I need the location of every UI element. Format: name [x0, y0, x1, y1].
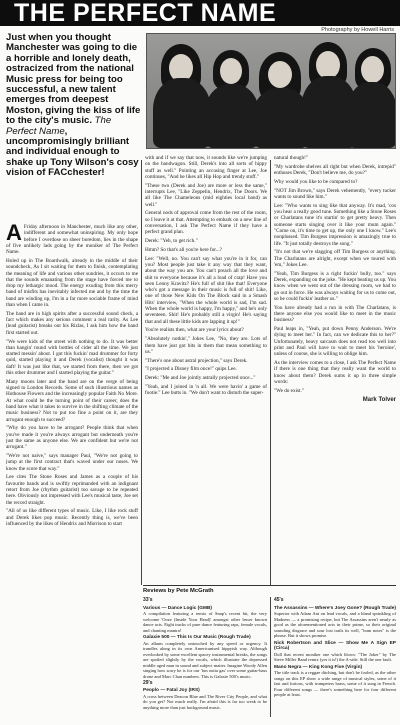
paragraph: General nods of approval come from the rest of the room, so I leave it at that. Attempting to embark on a new line of conversation, I ask The Perfect Name if they have a perfect grand plan.	[145, 210, 267, 236]
review-title: Various — Dance Logic (GMB)	[143, 605, 213, 611]
deck-lead: Just when you thought Manchester was going to die a horrible and lonely death, ostracized from the national Music press for being too successful, a new talent emerges from deepest Moston, giving the kiss of life to the city's music.	[6, 32, 141, 127]
reviews-box	[143, 588, 396, 721]
paragraph: You have already had a run in with The Charlatans, is there anyone else you would like to meet in the music business?	[274, 304, 396, 324]
paragraph: "It's not that we're slagging off Tim Burgess or anything. The Charlatans are alright, except when we toured with 'em," Jokes Lee.	[274, 249, 396, 268]
band-photo	[146, 33, 396, 149]
paragraph: with and if we say that now, it sounds like we're jumping on the bandwagon. Still, Derek's into all sorts of hippy stuff as well." Pointing an accusing finger at Lee, Joe continues, "And he likes all Hip Hop and trendy stuff."	[145, 155, 267, 180]
paragraph: "We're not naive," says manager Paul, "We're not going to jump at the first contract that's waved under our noses. We know the score that way."	[6, 453, 138, 472]
paragraph: "We were kids of the street with nothing to do. It was better than hangin' round with bottles of cider all the time. We just started messin' about. I got this fuckin' mad drummer for forty quid, started playing it and Derek (vocalist) thought it was daft! It was just like that, we started from there, then we got this other drummer and I started playing the guitar."	[6, 338, 138, 377]
format-heading: 45's	[274, 597, 284, 603]
paragraph: "Yeah, Tim Burgess is a right fuckin' bully, too." says Derek, expanding on the joke. "He kept beating us up. You know when we went out of the dressing room, we had to go out in force. He was always waiting for us to come out, so he could fuckin' leather us."	[274, 270, 396, 302]
format-heading: 29's	[143, 679, 153, 686]
column-divider	[270, 160, 271, 585]
paragraph: Derek: "Yeh, to get rich."	[145, 238, 198, 245]
paragraph: "We do exist."	[274, 387, 304, 394]
paragraph: natural though!"	[274, 155, 308, 161]
paragraph: "Yeah, and I joined in 'n all. We were havin' a game of footie." Lee butts in. "We don't want to disturb the super-	[145, 384, 267, 397]
article-column-3	[274, 155, 396, 583]
paragraph: "I projected a Disney film once!" quips Lee.	[145, 366, 237, 373]
review-body: An album completely untouched by any speed or urgency. It trundles along in its own Americanised hippyish way. Although overlooked by some excellent spacey instrumental breaks, the songs are spoiled slightly by the vocals, which illustrate the depressed middle aged man in sound and subject matter. Imagine Woody Allen singing how sorry he is for our 'fun outta gas' over some guitar-bass drone and Marc Chan numbers. This is Galaxie 500's music.	[143, 640, 267, 679]
paragraph: Holed up in The Boardwalk, already in the middle of their soundcheck, As I sit waiting for them to finish, contemplating the meaning of life and various other sundries, it occurs to me that the sounds emanating from the stage have forced me to drop my lethargic mood. The energy exuding from this merry band of misfits has inevitably infected me and by the time the band are winding up, I'm in a far more sociable frame of mind than when I came in.	[6, 257, 138, 309]
paragraph: "Absolutely nothin'," Jokes Lee, "No, they are. Lots of them have just got bits in them that mean something to us."	[145, 336, 267, 355]
paragraph: Hmm? So that's all you're here for...?	[145, 246, 222, 253]
paragraph: "Why do you have to be arrogant? People think that when you've made it you're always arrogant but underneath you're just the same as anyone else. We are confident but we're not arrogant."	[6, 425, 138, 451]
paragraph: "These two (Derek and Joe) are more or less the same," interrupts Lee, "Like Zeppelin, Hendrix, The Doors. We all like The Chameleons (mid eighties local band) as well."	[145, 182, 267, 208]
paragraph: Friday afternoon in Manchester, much like any other, indifferent and somewhat uninspiring. My only hope before I overdose on sheer boredom, lies in the shape of five unlikely lads going by the moniker of The Perfect Name.	[6, 224, 138, 256]
review-body: The title track is a reggae ditching, but don't be fooled, as the other songs on this EP show a wide range of musical styles, some of it fast and furious, with trumpeters brass, some of it sung in French. Four different songs — there's something here for four different people at least.	[274, 670, 396, 697]
paragraph: Lee: "Well, no. You can't say what you're in it for, can you? Most people just take it any way that they want, about the way you are. You can't preach all the love and shit to everyone because it's all a load of crap! Have you seen Lenny Kravitz? He's full of shit like that! Everyone who's got a message in their music is full of shit! Like, one of those New Kids On The Block said in a Smash Hits' interview, "When the whole world is sad, I'm sad. When the whole world is happy, I'm happy," and he's only seventeen. Shit! He's probably still a virgin! He's saying that and all these little kids are lapping it up!"	[145, 255, 267, 325]
paragraph: As the interview comes to a close, I ask The Perfect Name if there is one thing that they really want the world to know about them? Derek sums it up in three simple words:	[274, 360, 396, 385]
format-heading: 33's	[143, 597, 153, 603]
paragraph: "There's one about astral projection," says Derek.	[145, 357, 248, 364]
deck-tail: , uncompromisingly brilliant and individual enough to shake up Tony Wilson's cosy vision of FACchester!	[6, 125, 139, 179]
paragraph: You're realists then, what are your lyrics about?	[145, 327, 244, 334]
paragraph: Derek: "Me and Joe jointly astrally projected once..."	[145, 375, 256, 382]
page-title: THE PERFECT NAME	[14, 0, 277, 27]
article-column-2	[145, 155, 267, 583]
paragraph: Many moons later and the band are on the verge of being signed to London Records. Some of such illustrious names as Hothouse Flowers and the increasingly popular Faith No More. At what could be the turning point of their career, does the band have what it takes to survive in the shifting climate of the music business? Not to put too fine a point on it, are they arrogant enough to succeed?	[6, 378, 138, 423]
drop-cap: A	[6, 224, 22, 245]
review-body: A cross between Deacon Blue and The River City People, and what do you get? Not much really. I'm afraid this is far too weak to be anything more than just background music.	[143, 693, 267, 710]
paragraph: Lee: "Who wants to sing like that anyway. It's mad, 'cos you hear a really good tune. Something like a Stone Roses or Charlatans tune it's startin' to get pretty heavy. Then someone starts singing over it like your mum again." "Come on, it's time to get up, the only one I know." Lee's nonplussed. Tim Burgess impression is amazingly true to life. "It just totally destroys the song."	[274, 202, 396, 247]
reviews-header: Reviews by Pete McGrath	[143, 588, 214, 594]
masthead	[0, 0, 400, 26]
review-body: Dull that recent moniker one which blows: "The Joker" by The Steve Miller Band remix (yes it is!) the A-side. Still the one fault.	[274, 651, 396, 662]
review-title: Mano Negra — King Kong Five (Virgin)	[274, 664, 363, 670]
review-body: Superior with Adam Ant on lead vocals, and a bland sprinkling of Madness — a promising recipe, but The Assassins aren't nearly as good as the aforementioned acts in their prime, so their original sounding disgrace and sour lost trails its well, "bum notes" is the phrase. But it shows promise.	[274, 611, 396, 638]
paragraph: "My wardrobe shelves all right but when Derek, intrepid" enthuses Derek, "Don't believe me, do you?"	[274, 163, 396, 177]
review-title: The Assassins — Where's Joey Gone? (Rough Trade)	[274, 605, 396, 611]
paragraph: "NOT Jim Brown," says Derek vehemently, "every tucker wants to sound like him."	[274, 187, 396, 200]
reviews-divider	[143, 585, 396, 586]
paragraph: Paul leaps in, "Yeah, put down Penny Anderson. We're dying to meet her." In fact, can we dedicate this to her?" Unfortunately, heavy sarcasm does not read too well into print and Paul will have to wait to meet his 'heroine', unless of course, she is willing to oblige him.	[274, 326, 396, 358]
byline: Mark Tolver	[362, 396, 396, 403]
paragraph: Lee cites The Stone Roses and James as a couple of his favourite bands and is swiftly reprimanded with an indignant retort from Joe (rhythm guitarist) too savage to be repeated here. Obviously not impressed with Lee's musical taste, Joe set the record straight.	[6, 474, 138, 506]
reviews-column-divider	[270, 597, 271, 717]
paragraph: "All of us like different types of music. Like, I like rock stuff and Derek likes pop music. Recently thing is, we've been influenced by the likes of Hendrix and Morrison to start	[6, 508, 138, 528]
paragraph: The band are in high spirits after a successful sound check, a fact which makes any serious comment a real rarity. As Lee (lead guitarist) breaks out his Rizlas, I ask him how the band first started out.	[6, 310, 138, 336]
review-title: Peoplo — Fatal Joy (IRS)	[143, 688, 200, 693]
paragraph: Why would you like to be compared to?	[274, 178, 358, 185]
intro-deck	[6, 33, 142, 179]
review-title: Nick Robertson and Slice — Show Me A Sign EP (Circa)	[274, 640, 396, 651]
photo-credit: Photography by Howell Harris	[321, 27, 394, 33]
reviews-column-a	[143, 597, 267, 721]
article-column-1	[6, 224, 138, 722]
reviews-column-b	[274, 597, 396, 721]
review-body: A compilation featuring a remix of Snap's recent hit, the very welcome 'Ooze (Inside Your Head)' amongst other lesser known dance acts. Eight tracks of pure dance featuring raps, female vocals, and chanting mantra!	[143, 611, 267, 633]
deck-band-name: The Perfect Name	[6, 115, 112, 137]
column-divider	[141, 160, 142, 585]
review-title: Galaxie 500 — This Is Our Music (Rough Trade)	[143, 635, 251, 640]
